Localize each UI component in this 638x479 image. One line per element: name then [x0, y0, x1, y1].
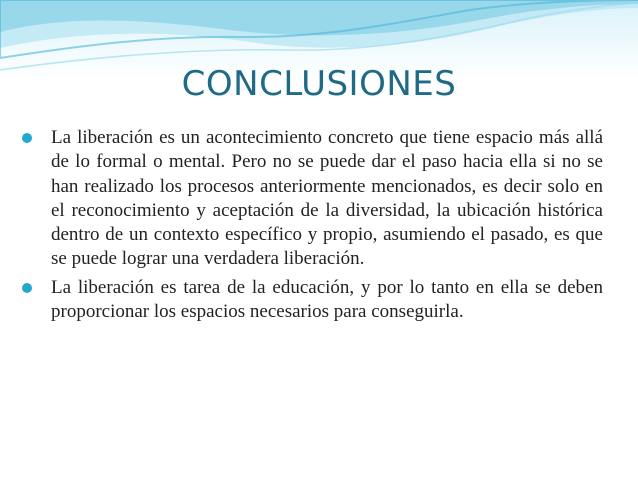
- bullet-item: [18, 276, 603, 325]
- bullet-icon: [22, 283, 32, 293]
- bullet-list: [18, 126, 603, 328]
- bullet-item: [18, 126, 603, 272]
- slide-title: CONCLUSIONES: [181, 64, 457, 104]
- bullet-text: La liberación es tarea de la educación, y por lo tanto en ella se deben proporcionar los espacios necesarios para conseguirla.: [51, 276, 603, 323]
- bullet-icon: [22, 133, 32, 143]
- bullet-text: La liberación es un acontecimiento concreto que tiene espacio más allá de lo formal o mental. Pero no se puede dar el paso hacia ella si no se han realizado los procesos anteriormente mencionados, es decir solo en el reconocimiento y aceptación de la diversidad, la ubicación histórica dentro de un contexto específico y propio, asumiendo el pasado, es que se puede lograr una verdadera liberación.: [51, 127, 603, 270]
